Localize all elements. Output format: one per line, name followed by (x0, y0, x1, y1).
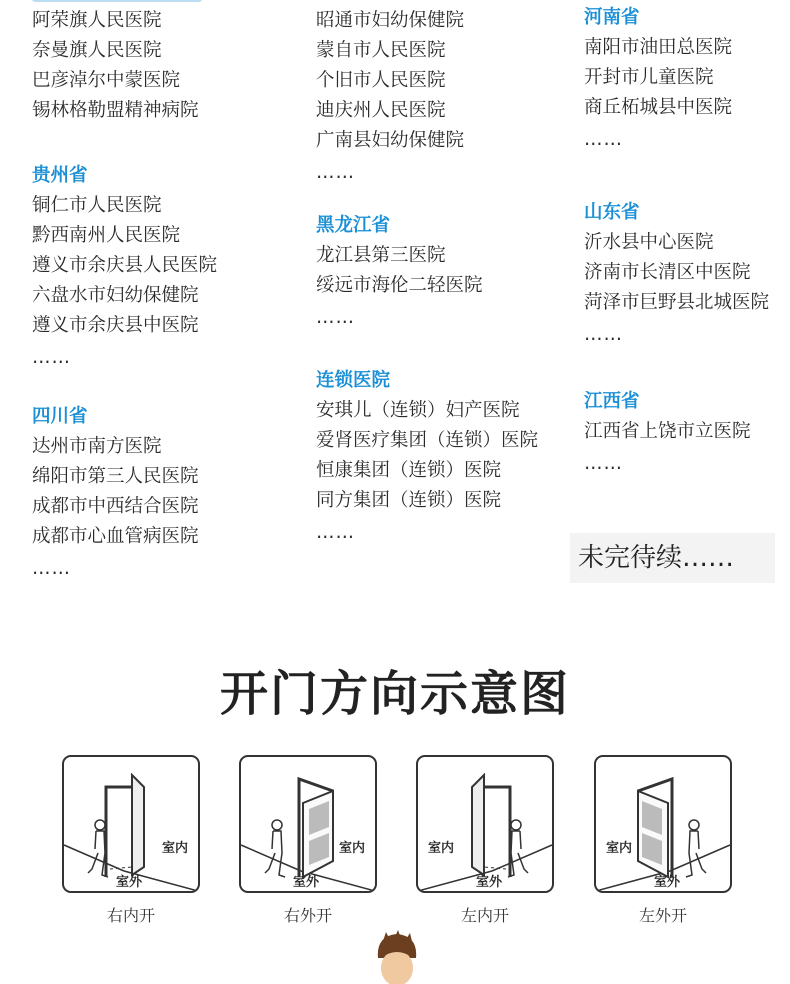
hospital-item: 铜仁市人民医院 (32, 195, 162, 216)
hospital-item: 江西省上饶市立医院 (584, 421, 751, 442)
region-header: 黑龙江省 (316, 215, 391, 236)
hospital-item: 绥远市海伦二轻医院 (316, 275, 483, 296)
hospital-item: 阿荣旗人民医院 (32, 10, 162, 31)
outdoor-label: 室外 (293, 875, 320, 890)
hospital-item: 巴彦淖尔中蒙医院 (32, 70, 181, 91)
hospital-item: 广南县妇幼保健院 (316, 130, 465, 151)
door-direction-label: 右内开 (106, 906, 155, 925)
region-header: 山东省 (584, 202, 640, 223)
more-ellipsis: …… (584, 453, 623, 474)
hospital-item: 锡林格勒盟精神病院 (32, 100, 199, 121)
more-ellipsis: …… (584, 324, 623, 345)
hospital-item: 菏泽市巨野县北城医院 (584, 292, 770, 313)
region-header: 四川省 (32, 406, 88, 427)
hospital-item: 爱肾医疗集团（连锁）医院 (316, 430, 539, 451)
hospital-item: 迪庆州人民医院 (316, 100, 446, 121)
more-ellipsis: …… (32, 558, 71, 579)
indoor-label: 室内 (161, 841, 188, 856)
hospital-item: 恒康集团（连锁）医院 (316, 460, 502, 481)
outdoor-label: 室外 (476, 875, 503, 890)
hospital-item: 商丘柘城县中医院 (584, 97, 733, 118)
hospital-item: 成都市中西结合医院 (32, 496, 199, 517)
cartoon-head-icon (372, 928, 422, 984)
hospital-item: 黔西南州人民医院 (32, 225, 181, 246)
outdoor-label: 室外 (654, 875, 681, 890)
hospital-item: 遵义市余庆县中医院 (32, 315, 199, 336)
more-ellipsis: …… (316, 307, 355, 328)
region-header: 河南省 (584, 7, 640, 28)
door-panel-3 (416, 755, 554, 893)
page-title: 开门方向示意图 (219, 666, 570, 722)
indoor-label: 室内 (606, 841, 633, 856)
hospital-item: 昭通市妇幼保健院 (316, 10, 465, 31)
hospital-item: 沂水县中心医院 (584, 232, 714, 253)
door-direction-label: 左内开 (460, 906, 509, 925)
more-ellipsis: …… (32, 347, 71, 368)
hospital-item: 六盘水市妇幼保健院 (32, 285, 199, 306)
hospital-item: 奈曼旗人民医院 (32, 40, 162, 61)
indoor-label: 室内 (428, 841, 455, 856)
to-be-continued-note: 未完待续…… (570, 533, 775, 583)
hospital-item: 开封市儿童医院 (584, 67, 714, 88)
hospital-item: 济南市长清区中医院 (584, 262, 751, 283)
more-ellipsis: …… (584, 129, 623, 150)
region-header: 江西省 (584, 391, 640, 412)
hospital-item: 同方集团（连锁）医院 (316, 490, 502, 511)
hospital-item: 龙江县第三医院 (316, 245, 446, 266)
region-header: 连锁医院 (316, 370, 391, 391)
door-panel-4 (594, 755, 732, 893)
cut-off-region-header (32, 0, 202, 2)
hospital-item: 遵义市余庆县人民医院 (32, 255, 218, 276)
door-panel-2 (239, 755, 377, 893)
hospital-item: 成都市心血管病医院 (32, 526, 199, 547)
outdoor-label: 室外 (116, 875, 143, 890)
door-direction-label: 右外开 (283, 906, 332, 925)
more-ellipsis: …… (316, 522, 355, 543)
hospital-item: 南阳市油田总医院 (584, 37, 733, 58)
indoor-label: 室内 (338, 841, 365, 856)
hospital-item: 蒙自市人民医院 (316, 40, 446, 61)
hospital-item: 绵阳市第三人民医院 (32, 466, 199, 487)
region-header: 贵州省 (32, 165, 88, 186)
door-direction-label: 左外开 (638, 906, 687, 925)
hospital-item: 个旧市人民医院 (316, 70, 446, 91)
hospital-item: 达州市南方医院 (32, 436, 162, 457)
door-panel-1 (62, 755, 200, 893)
hospital-item: 安琪儿（连锁）妇产医院 (316, 400, 520, 421)
more-ellipsis: …… (316, 162, 355, 183)
